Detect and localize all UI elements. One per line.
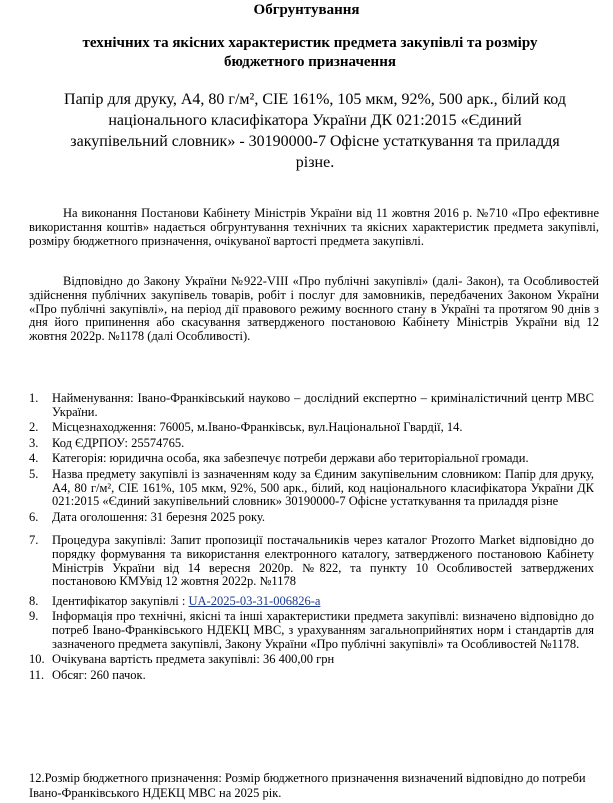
list-item: 4. Категорія: юридична особа, яка забезпечує потреби держави або територіальної громади. xyxy=(29,451,529,466)
document-title: Обгрунтування xyxy=(253,2,360,18)
procurement-subject: Папір для друку, А4, 80 г/м², СІЕ 161%, 105 мкм, 92%, 500 арк., білий код національного класифікатора України ДК 021:2015 «Єдиний закупівельний словник» - 30190000-7 Офісне устаткування та приладдя різне. xyxy=(64,91,566,171)
list-item: 2. Місцезнаходження: 76005, м.Івано-Франківськ, вул.Національної Гвардії, 14. xyxy=(29,420,463,435)
list-item: 8. Ідентифікатор закупівлі : UA-2025-03-31-006826-a xyxy=(29,593,321,608)
paragraph-intro: На виконання Постанови Кабінету Міністрів України від 11 жовтня 2016 р. №710 «Про ефективне використання коштів» надається обгрунтування технічних та якісних характеристик предмета закупівлі, розміру бюджетного призначення, очікуваної вартості предмета закупівлі. xyxy=(29,206,599,248)
budget-allocation-item: 12.Розмір бюджетного призначення: Розмір бюджетного призначення визначений відповідно до потреби Івано-Франківського НДЕКЦ МВС на 2025 рік. xyxy=(29,771,586,800)
list-item: 7. Процедура закупівлі: Запит пропозиції постачальників через каталог Prozorro Market відповідно до порядку формування та використання електронного каталогу, затвердженого постановою Кабінету Міністрів України від 14 вересня 2020р. №822, та пункту 10 Особливостей затверджених постановою КМУвід 12 жовтня 2022р. №1178 xyxy=(29,533,594,589)
list-item: 9. Інформація про технічні, якісні та інші характеристики предмета закупівлі: визначено відповідно до потреб Івано-Франківського НДЕКЦ МВС, з урахуванням загальноприйнятих норм і стандартів для зазначеного предмета закупівлі, Закону України «Про публічні закупівлі» та Особливостей №1178. xyxy=(29,609,594,651)
list-item: 6. Дата оголошення: 31 березня 2025 року. xyxy=(29,509,266,524)
list-item: 10. Очікувана вартість предмета закупівлі: 36 400,00 грн xyxy=(29,652,335,667)
list-item: 11. Обсяг: 260 пачок. xyxy=(29,667,146,682)
document-subtitle: технічних та якісних характеристик предмета закупівлі та розміру бюджетного призначення xyxy=(82,35,538,70)
list-item: 3. Код ЄДРПОУ: 25574765. xyxy=(29,435,185,450)
paragraph-legal-basis: Відповідно до Закону України №922-VIII «Про публічні закупівлі» (далі- Закон), та Особливостей здійснення публічних закупівель товарів, робіт і послуг для замовників, передбачених Законом України «Про публічні закупівлі», на період дії правового режиму воєнного стану в Україні та протягом 90 днів з дня його припинення або скасування затвердженого постановою Кабінету Міністрів України від 12 жовтня 2022р. №1178 (далі Особливості). xyxy=(29,274,599,344)
list-item: 5. Назва предмету закупівлі із зазначенням коду за Єдиним закупівельним словником: Папір для друку, А4, 80 г/м², СІЕ 161%, 105 мкм, 92%, 500 арк., білий, код національного класифікатора України ДК 021:2015 «Єдиний закупівельний словник» 30190000-7 Офісне устаткування та приладдя різне xyxy=(29,466,594,509)
procurement-id-link[interactable]: UA-2025-03-31-006826-a xyxy=(188,593,321,608)
details-list xyxy=(0,392,600,684)
procurement-id-label: Ідентифікатор закупівлі : xyxy=(52,593,189,608)
list-item: 1. Найменування: Івано-Франківський науково – дослідний експертно – криміналістичний центр МВС України. xyxy=(29,391,594,419)
